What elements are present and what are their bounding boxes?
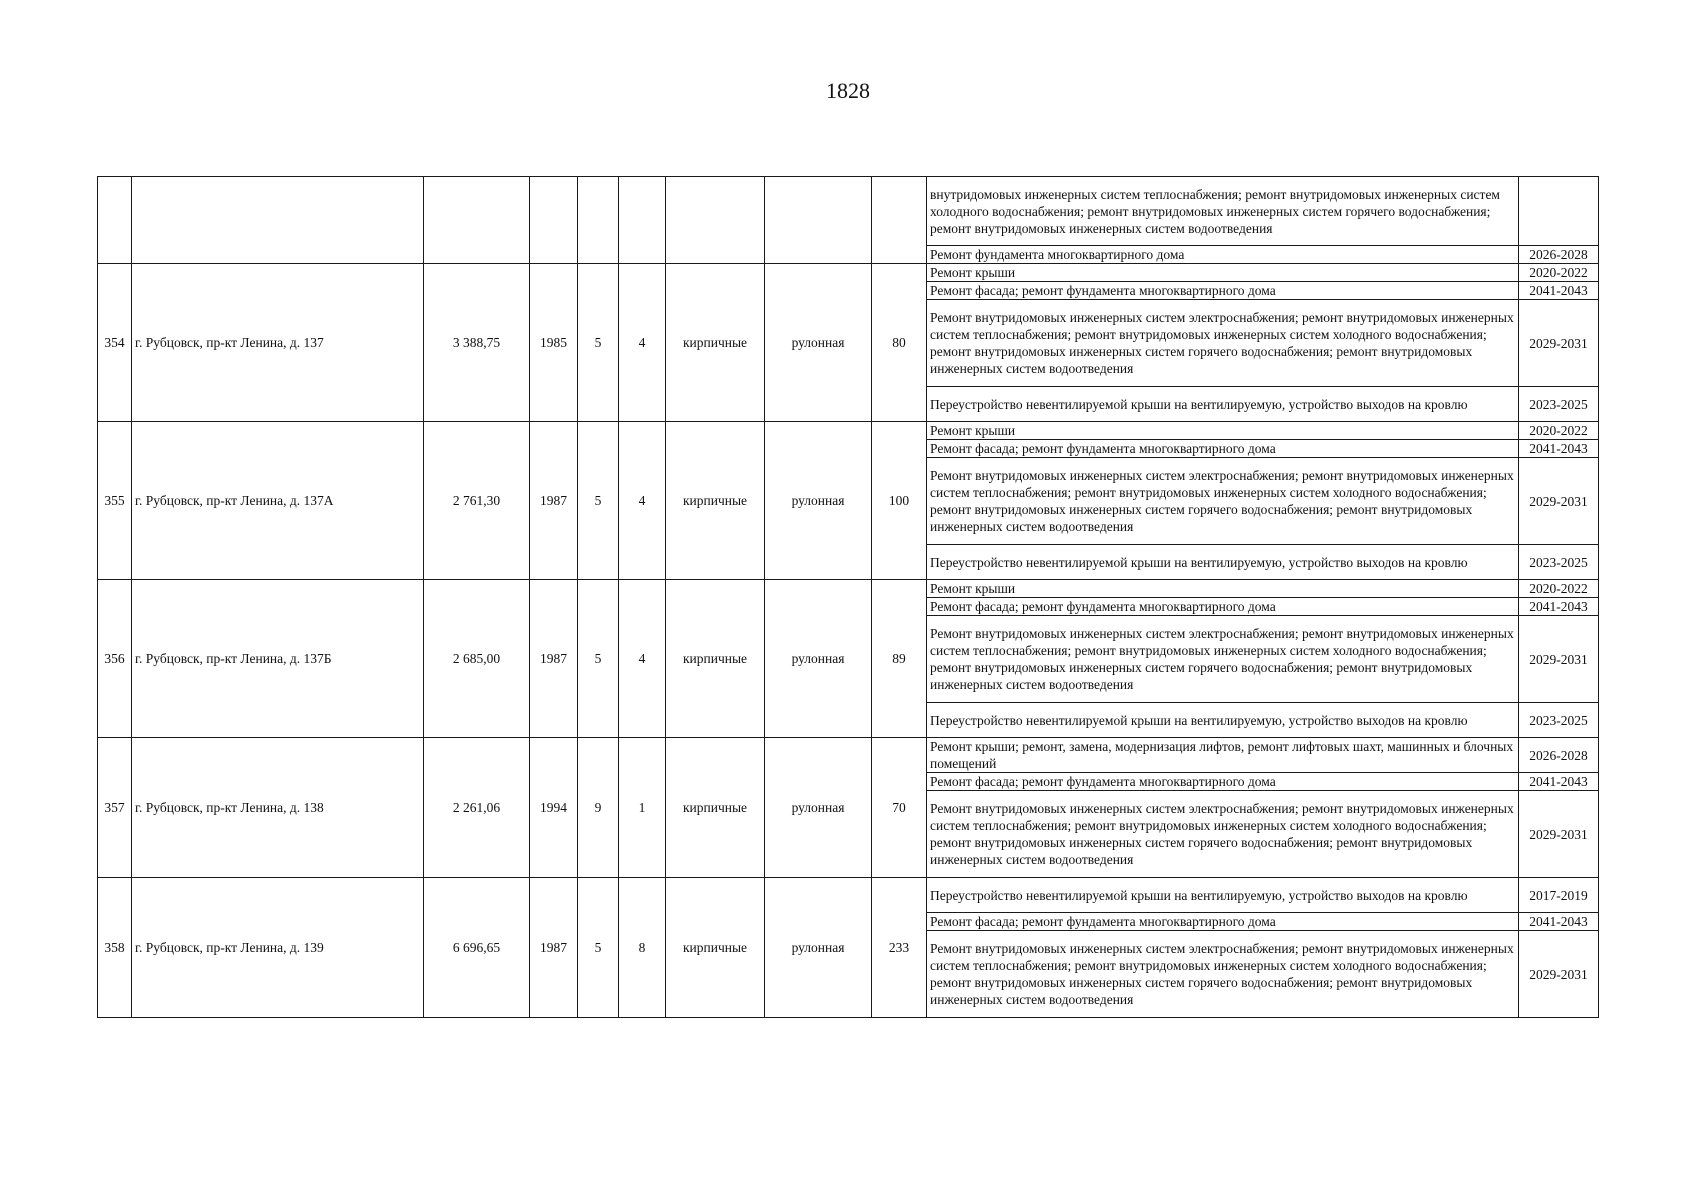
cell-period: 2017-2019 (1519, 878, 1599, 913)
cell-floors (578, 177, 619, 264)
cell-year: 1987 (530, 878, 578, 1018)
cell-wear: 89 (872, 580, 927, 738)
continuation-row (98, 177, 1599, 246)
cell-walls: кирпичные (666, 422, 765, 580)
cell-area: 6 696,65 (424, 878, 530, 1018)
cell-period: 2041-2043 (1519, 913, 1599, 931)
cell-walls: кирпичные (666, 580, 765, 738)
cell-work: Ремонт фасада; ремонт фундамента многоквартирного дома (927, 282, 1519, 300)
cell-period: 2026-2028 (1519, 246, 1599, 264)
table-row (98, 580, 1599, 598)
cell-roof: рулонная (765, 738, 872, 878)
cell-period: 2023-2025 (1519, 387, 1599, 422)
cell-address: г. Рубцовск, пр-кт Ленина, д. 138 (132, 738, 424, 878)
cell-year: 1987 (530, 422, 578, 580)
cell-wear: 233 (872, 878, 927, 1018)
table-row (98, 878, 1599, 913)
cell-period: 2023-2025 (1519, 703, 1599, 738)
cell-walls: кирпичные (666, 738, 765, 878)
cell-entrances: 8 (619, 878, 666, 1018)
cell-entrances: 4 (619, 580, 666, 738)
page-number: 1828 (826, 78, 870, 103)
cell-floors: 5 (578, 422, 619, 580)
cell-walls (666, 177, 765, 264)
table-row (98, 422, 1599, 440)
cell-work: внутридомовых инженерных систем теплоснабжения; ремонт внутридомовых инженерных систем холодного водоснабжения; ремонт внутридомовых инженерных систем горячего водоснабжения; ремонт внутридомовых инженерных систем водоотведения (927, 177, 1519, 246)
cell-floors: 5 (578, 580, 619, 738)
cell-address: г. Рубцовск, пр-кт Ленина, д. 137Б (132, 580, 424, 738)
cell-num: 354 (98, 264, 132, 422)
cell-year: 1994 (530, 738, 578, 878)
cell-period: 2023-2025 (1519, 545, 1599, 580)
cell-entrances: 4 (619, 422, 666, 580)
cell-work: Ремонт крыши; ремонт, замена, модернизация лифтов, ремонт лифтовых шахт, машинных и блочных помещений (927, 738, 1519, 773)
cell-period (1519, 177, 1599, 246)
cell-num: 355 (98, 422, 132, 580)
cell-roof: рулонная (765, 264, 872, 422)
cell-entrances: 4 (619, 264, 666, 422)
cell-period: 2041-2043 (1519, 282, 1599, 300)
cell-roof (765, 177, 872, 264)
cell-address: г. Рубцовск, пр-кт Ленина, д. 139 (132, 878, 424, 1018)
cell-period: 2020-2022 (1519, 422, 1599, 440)
cell-period: 2020-2022 (1519, 580, 1599, 598)
cell-wear (872, 177, 927, 264)
cell-num: 356 (98, 580, 132, 738)
cell-walls: кирпичные (666, 264, 765, 422)
cell-roof: рулонная (765, 422, 872, 580)
cell-wear: 80 (872, 264, 927, 422)
cell-year (530, 177, 578, 264)
cell-work: Переустройство невентилируемой крыши на вентилируемую, устройство выходов на кровлю (927, 703, 1519, 738)
cell-floors: 5 (578, 264, 619, 422)
cell-num (98, 177, 132, 264)
cell-work: Переустройство невентилируемой крыши на вентилируемую, устройство выходов на кровлю (927, 545, 1519, 580)
cell-floors: 9 (578, 738, 619, 878)
cell-period: 2041-2043 (1519, 773, 1599, 791)
cell-area (424, 177, 530, 264)
cell-period: 2029-2031 (1519, 616, 1599, 703)
cell-wear: 70 (872, 738, 927, 878)
cell-area: 3 388,75 (424, 264, 530, 422)
cell-wear: 100 (872, 422, 927, 580)
cell-roof: рулонная (765, 580, 872, 738)
cell-period: 2029-2031 (1519, 791, 1599, 878)
cell-area: 2 261,06 (424, 738, 530, 878)
cell-work: Ремонт крыши (927, 264, 1519, 282)
cell-work: Ремонт внутридомовых инженерных систем электроснабжения; ремонт внутридомовых инженерных систем теплоснабжения; ремонт внутридомовых инженерных систем холодного водоснабжения; ремонт внутридомовых инженерных систем горячего водоснабжения; ремонт внутридомовых инженерных систем водоотведения (927, 616, 1519, 703)
cell-num: 357 (98, 738, 132, 878)
cell-area: 2 761,30 (424, 422, 530, 580)
cell-work: Ремонт внутридомовых инженерных систем электроснабжения; ремонт внутридомовых инженерных систем теплоснабжения; ремонт внутридомовых инженерных систем холодного водоснабжения; ремонт внутридомовых инженерных систем горячего водоснабжения; ремонт внутридомовых инженерных систем водоотведения (927, 931, 1519, 1018)
cell-address (132, 177, 424, 264)
cell-walls: кирпичные (666, 878, 765, 1018)
cell-roof: рулонная (765, 878, 872, 1018)
cell-floors: 5 (578, 878, 619, 1018)
cell-num: 358 (98, 878, 132, 1018)
cell-period: 2026-2028 (1519, 738, 1599, 773)
cell-work: Ремонт фасада; ремонт фундамента многоквартирного дома (927, 598, 1519, 616)
cell-period: 2020-2022 (1519, 264, 1599, 282)
cell-area: 2 685,00 (424, 580, 530, 738)
cell-work: Ремонт крыши (927, 580, 1519, 598)
cell-work: Ремонт внутридомовых инженерных систем электроснабжения; ремонт внутридомовых инженерных систем теплоснабжения; ремонт внутридомовых инженерных систем холодного водоснабжения; ремонт внутридомовых инженерных систем горячего водоснабжения; ремонт внутридомовых инженерных систем водоотведения (927, 791, 1519, 878)
cell-period: 2029-2031 (1519, 300, 1599, 387)
cell-work: Ремонт фундамента многоквартирного дома (927, 246, 1519, 264)
cell-year: 1987 (530, 580, 578, 738)
cell-work: Ремонт внутридомовых инженерных систем электроснабжения; ремонт внутридомовых инженерных систем теплоснабжения; ремонт внутридомовых инженерных систем холодного водоснабжения; ремонт внутридомовых инженерных систем горячего водоснабжения; ремонт внутридомовых инженерных систем водоотведения (927, 458, 1519, 545)
cell-work: Ремонт фасада; ремонт фундамента многоквартирного дома (927, 440, 1519, 458)
cell-year: 1985 (530, 264, 578, 422)
cell-address: г. Рубцовск, пр-кт Ленина, д. 137 (132, 264, 424, 422)
cell-address: г. Рубцовск, пр-кт Ленина, д. 137А (132, 422, 424, 580)
cell-work: Переустройство невентилируемой крыши на вентилируемую, устройство выходов на кровлю (927, 387, 1519, 422)
cell-work: Ремонт крыши (927, 422, 1519, 440)
cell-period: 2041-2043 (1519, 440, 1599, 458)
table-row (98, 738, 1599, 773)
cell-period: 2029-2031 (1519, 931, 1599, 1018)
cell-work: Ремонт внутридомовых инженерных систем электроснабжения; ремонт внутридомовых инженерных систем теплоснабжения; ремонт внутридомовых инженерных систем холодного водоснабжения; ремонт внутридомовых инженерных систем горячего водоснабжения; ремонт внутридомовых инженерных систем водоотведения (927, 300, 1519, 387)
capital-repair-table (97, 176, 1599, 1018)
cell-entrances (619, 177, 666, 264)
cell-entrances: 1 (619, 738, 666, 878)
cell-period: 2029-2031 (1519, 458, 1599, 545)
table-row (98, 264, 1599, 282)
cell-work: Переустройство невентилируемой крыши на вентилируемую, устройство выходов на кровлю (927, 878, 1519, 913)
cell-work: Ремонт фасада; ремонт фундамента многоквартирного дома (927, 913, 1519, 931)
cell-work: Ремонт фасада; ремонт фундамента многоквартирного дома (927, 773, 1519, 791)
cell-period: 2041-2043 (1519, 598, 1599, 616)
